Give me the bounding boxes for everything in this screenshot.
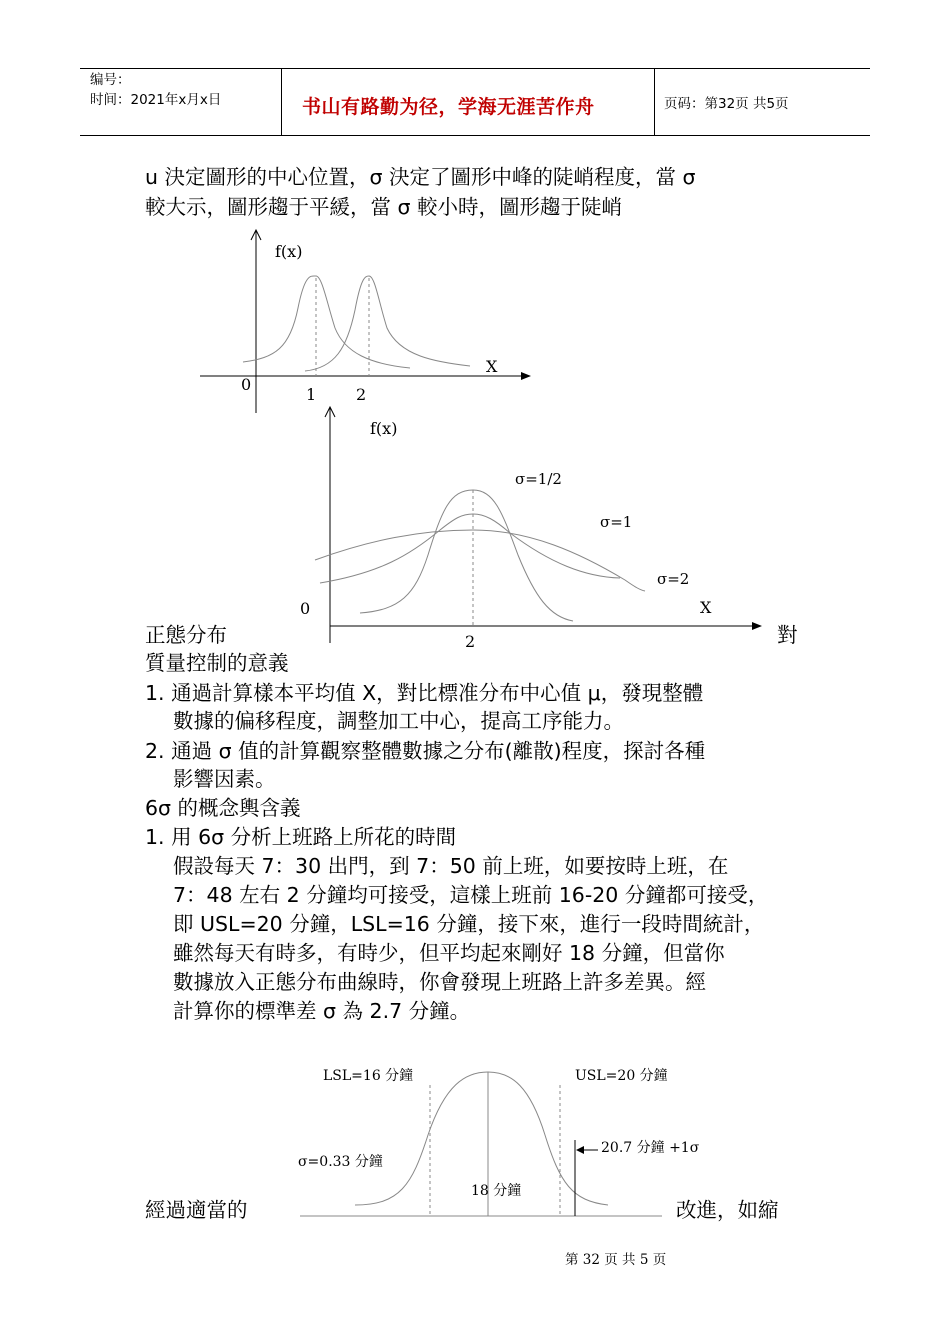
- x-axis-arrow: [521, 372, 531, 380]
- tick-label-1: 1: [306, 385, 317, 404]
- curve-sigma-2: [315, 530, 645, 591]
- chart-three-sigmas: [290, 405, 770, 650]
- header-divider-right: [654, 68, 655, 136]
- six-sigma-title: 6σ 的概念輿含義: [145, 796, 301, 820]
- paragraph-line-3: 即 USL=20 分鐘，LSL=16 分鐘，接下來，進行一段時間統計，: [173, 912, 765, 936]
- curve-sigma-1: [320, 514, 620, 583]
- intro-line-1: u 決定圖形的中心位置，σ 決定了圖形中峰的陡峭程度，當 σ: [145, 165, 696, 189]
- origin-label: 0: [241, 375, 252, 394]
- intro-line-2: 較大示，圖形趨于平緩，當 σ 較小時，圖形趨于陡峭: [145, 195, 623, 219]
- curve-label-sigma-2: σ=2: [657, 570, 690, 588]
- page-label: 页码：第32页 共5页: [664, 96, 789, 112]
- x-axis-label: X: [486, 357, 498, 376]
- y-axis-label: f(x): [370, 419, 398, 438]
- curve-label-sigma-half: σ=1/2: [515, 470, 562, 488]
- origin-label: 0: [300, 599, 311, 618]
- bottom-left-text: 經過適當的: [145, 1198, 248, 1222]
- x-axis-label: X: [700, 598, 712, 617]
- meaning-title: 質量控制的意義: [145, 651, 289, 675]
- normal-distribution-label: 正態分布: [145, 623, 227, 647]
- lsl-label: LSL=16 分鐘: [323, 1068, 414, 1084]
- time-label: 时间：2021年x月x日: [90, 92, 222, 108]
- footer-page-number: 第 32 页 共 5 页: [565, 1252, 667, 1268]
- chart-two-means: [195, 228, 540, 413]
- six-sigma-item-1: 1. 用 6σ 分析上班路上所花的時間: [145, 825, 457, 849]
- paragraph-line-4: 雖然每天有時多，有時少，但平均起來剛好 18 分鐘，但當你: [173, 941, 725, 965]
- curve-sigma-half: [360, 490, 573, 621]
- curve-label-sigma-1: σ=1: [600, 513, 633, 531]
- header-bottom-rule: [80, 135, 870, 136]
- header-top-rule: [80, 68, 870, 69]
- y-axis-label: f(x): [275, 242, 303, 261]
- usl-label: USL=20 分鐘: [575, 1068, 668, 1084]
- bottom-right-text: 改進，如縮: [676, 1198, 779, 1222]
- item-1-line-2: 數據的偏移程度，調整加工中心，提高工序能力。: [173, 709, 624, 733]
- item-2-line-2: 影響因素。: [173, 767, 276, 791]
- chart-commute-time: [290, 1055, 700, 1225]
- x-axis-arrow: [752, 622, 762, 630]
- paragraph-line-6: 計算你的標準差 σ 為 2.7 分鐘。: [173, 999, 471, 1023]
- sigma-label: σ=0.33 分鐘: [298, 1154, 383, 1170]
- tick-label: 2: [465, 632, 476, 651]
- dui-label: 對: [777, 623, 798, 647]
- paragraph-line-2: 7：48 左右 2 分鐘均可接受，這樣上班前 16-20 分鐘都可接受，: [173, 883, 769, 907]
- item-1-line-1: 1. 通過計算樣本平均值 X，對比標准分布中心值 μ，發現整體: [145, 681, 704, 705]
- motto: 书山有路勤为径，学海无涯苦作舟: [302, 96, 595, 118]
- header-divider-left: [281, 68, 282, 136]
- plus-sigma-label: 20.7 分鐘 +1σ: [601, 1140, 700, 1156]
- curve-mean-2: [305, 276, 470, 371]
- plus-sigma-arrow-head: [576, 1146, 584, 1154]
- tick-label-2: 2: [356, 385, 367, 404]
- item-2-line-1: 2. 通過 σ 值的計算觀察整體數據之分布(離散)程度，探討各種: [145, 739, 706, 763]
- paragraph-line-5: 數據放入正態分布曲線時，你會發現上班路上許多差異。經: [173, 970, 706, 994]
- paragraph-line-1: 假設每天 7：30 出門，到 7：50 前上班，如要按時上班，在: [173, 854, 729, 878]
- mean-label: 18 分鐘: [471, 1183, 522, 1199]
- code-label: 编号：: [90, 72, 131, 88]
